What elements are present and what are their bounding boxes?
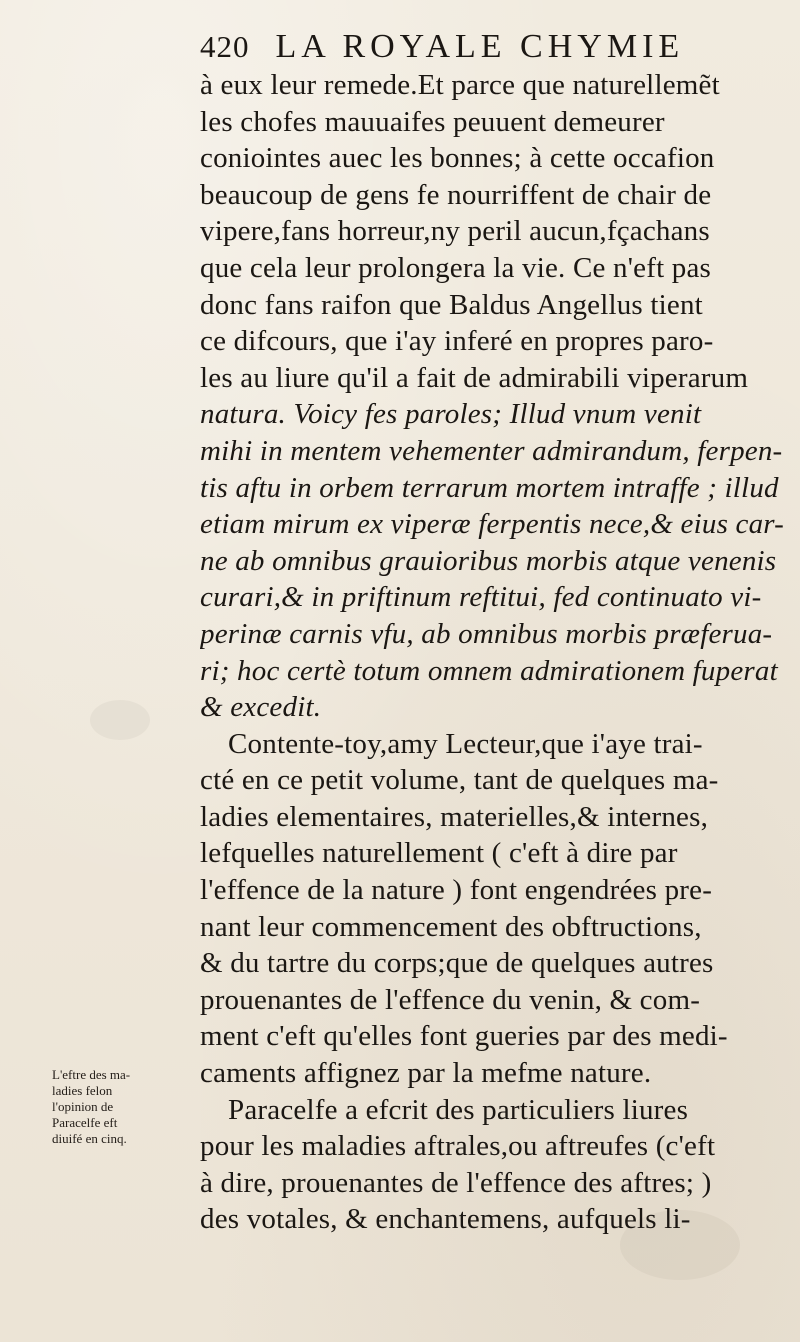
latin-quote-line: ne ab omnibus grauioribus morbis atque venenis [200, 544, 777, 577]
text-line: & du tartre du corps;que de quelques autres [200, 947, 714, 980]
text-line: pour les maladies aftrales,ou aftreufes (c'eft [200, 1130, 716, 1163]
text-line: ment c'eft qu'elles font gueries par des medi- [200, 1020, 728, 1053]
text-line: des votales, & enchantemens, aufquels li- [200, 1203, 691, 1236]
latin-quote-line: & excedit. [200, 691, 322, 724]
latin-quote-line: natura. Voicy fes paroles; Illud vnum venit [200, 398, 702, 431]
margin-note-line: Paracelfe eft [52, 1115, 118, 1130]
text-line: Paracelfe a efcrit des particuliers liures [228, 1093, 689, 1126]
paper-stain [90, 700, 150, 740]
latin-quote-line: tis aftu in orbem terrarum mortem intraffe ; illud [200, 471, 779, 504]
text-line: ce difcours, que i'ay inferé en propres paro- [200, 325, 714, 358]
text-line: prouenantes de l'effence du venin, & com- [200, 983, 701, 1016]
page-number: 420 [200, 29, 250, 64]
latin-quote-line: etiam mirum ex viperæ ferpentis nece,& eius car- [200, 508, 785, 541]
text-line: à eux leur remede.Et parce que naturellemẽt [200, 69, 720, 101]
text-line: cté en ce petit volume, tant de quelques ma- [200, 764, 719, 797]
main-text [200, 67, 792, 1238]
text-line: l'effence de la nature ) font engendrées pre- [200, 874, 713, 907]
text-line: les chofes mauuaifes peuuent demeurer [200, 105, 665, 138]
text-line: que cela leur prolongera la vie. Ce n'eft pas [200, 251, 712, 284]
text-line: caments affignez par la mefme nature. [200, 1057, 652, 1090]
text-line: ladies elementaires, materielles,& internes, [200, 800, 709, 833]
latin-quote-line: ri; hoc certè totum omnem admirationem fuperat [200, 654, 778, 687]
text-line: donc fans raifon que Baldus Angellus tient [200, 288, 703, 321]
text-line: lefquelles naturellement ( c'eft à dire par [200, 837, 678, 870]
latin-quote-line: perinæ carnis vfu, ab omnibus morbis præferua- [200, 617, 773, 650]
margin-note-line: L'eftre des ma- [52, 1067, 131, 1082]
text-line: beaucoup de gens fe nourriffent de chair de [200, 178, 712, 211]
text-line: à dire, prouenantes de l'effence des aftres; ) [200, 1166, 712, 1199]
margin-note-line: l'opinion de [52, 1099, 114, 1114]
running-title: LA ROYALE CHYMIE [275, 28, 685, 65]
margin-note-line: diuifé en cinq. [52, 1131, 127, 1146]
margin-note-line: ladies felon [52, 1083, 113, 1098]
text-line: coniointes auec les bonnes; à cette occafion [200, 142, 715, 175]
latin-quote-line: curari,& in priftinum reftitui, fed continuato vi- [200, 581, 762, 614]
text-line: Contente-toy,amy Lecteur,que i'aye trai- [228, 727, 703, 760]
text-line: les au liure qu'il a fait de admirabili viperarum [200, 361, 749, 394]
page-header [200, 28, 780, 66]
text-line: nant leur commencement des obftructions, [200, 910, 702, 943]
latin-quote-line: mihi in mentem vehementer admirandum, ferpen- [200, 434, 783, 467]
margin-note [52, 1067, 182, 1147]
text-line: vipere,fans horreur,ny peril aucun,fçachans [200, 215, 710, 248]
